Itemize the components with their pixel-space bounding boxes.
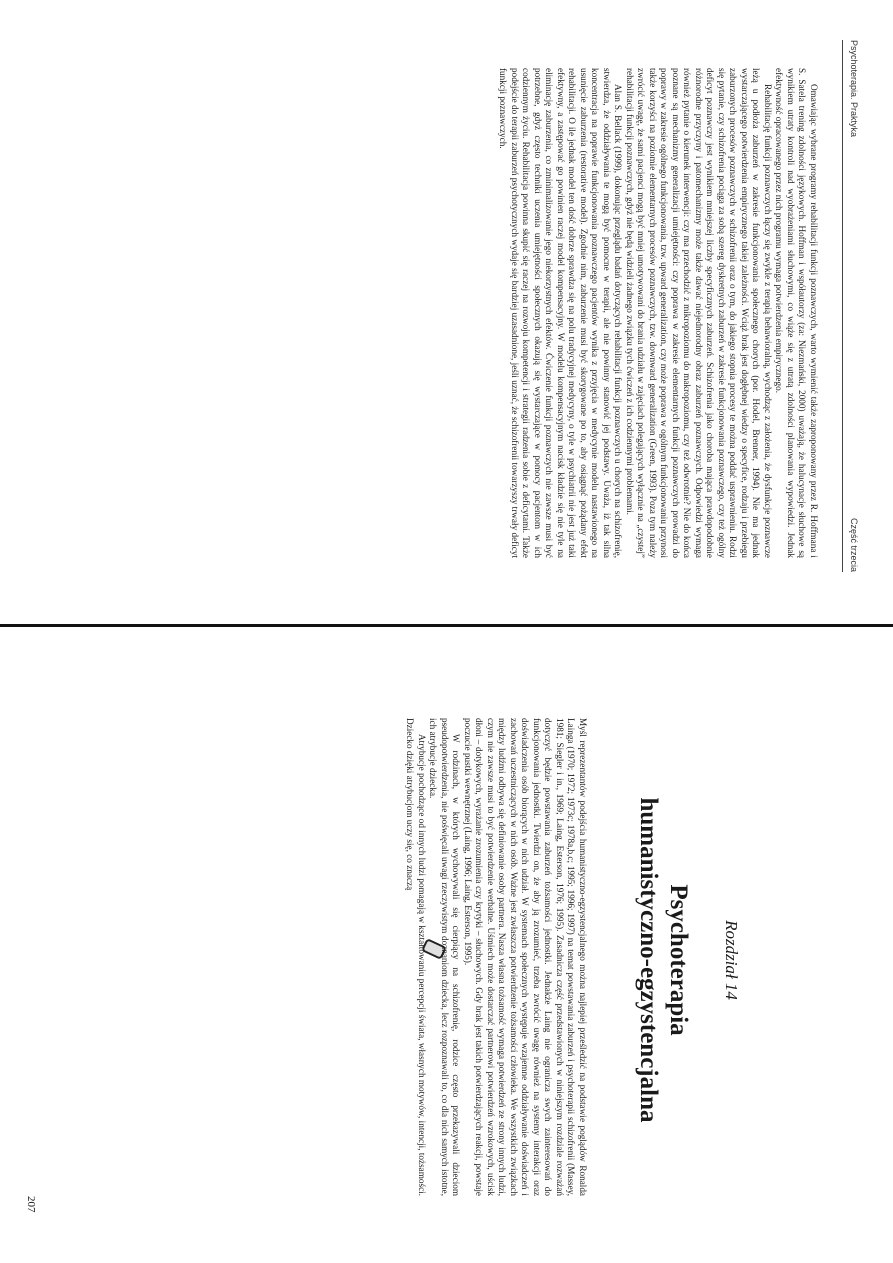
paragraph: W rodzinach, w których wychowywali się cierpiący na schizofrenię, rodzice często przekazywali dzieciom pseudopotwierdzenia, nie poświęcali uwagi rzeczywistym doznaniom dziecka, lecz rozpoznawali to, co dla nich samych istotne, ich atrybucje dziecka.	[428, 718, 462, 1196]
chapter-title-line: Psychoterapia	[665, 884, 692, 1036]
left-body-text	[497, 68, 819, 558]
chapter-title-line: humanistyczno-egzystencjalna	[635, 797, 662, 1123]
chapter-label: Rozdział 14	[722, 920, 741, 1000]
right-body-text	[404, 718, 588, 1196]
running-head-title: Psychoterapia. Praktyka	[849, 40, 859, 138]
running-head-section: Część trzecia	[849, 517, 859, 572]
running-head	[845, 40, 859, 572]
chapter-title	[633, 700, 693, 1220]
left-page	[0, 0, 893, 612]
right-page	[0, 640, 893, 1263]
paragraph: Alan S. Bellack (1999), dokonując przeglądu badań dotyczących rehabilitacji funkcji poznawczych u chorych na schizofrenię, stwierdza, że oddziaływania te mogą być pomocne w terapii, ale nie powinny stanowić jej podstawy. Uważa, iż tak silna koncentracja na poprawie funkcjonowania poznawczego pacjentów wynika z przyjęcia w medycynie modelu nastawionego na usunięcie zaburzenia (restorative model). Zgodnie nim, zaburzenie musi być skorygowane po to, aby osiągnąć pożądany efekt rehabilitacji. O ile jednak model ten dość dobrze sprawdza się na polu tradycyjnej medycyny, o tyle w psychiatrii nie jest już taki efektywny, a zastępować go powinien raczej model kompensacyjny. W modelu kompensacyjnym nacisk kładzie się nie tyle na eliminację zaburzenia, co zminimalizowanie jego niekorzystnych efektów. Ćwiczenie funkcji poznawczych nie zawsze musi być potrzebne, gdyż często techniki uczenia umiejętności społecznych okazują się wystarczające w pomocy pacjentom w ich codziennym życiu. Rehabilitacja powinna skupić się raczej na rozwoju kompetencji i strategii radzenia sobie z deficytami. Także podejście do terapii zaburzeń psychotycznych wydaje się bardziej uzasadnione, jeśli uznać, że schizofrenii towarzyszy trwały deficyt funkcji poznawczych.	[498, 68, 624, 558]
paragraph: Myśl reprezentantów podejścia humanistyczno-egzystencjalnego można najlepiej prześledzić na podstawie poglądów Ronalda Lainga (1970; 1972; 1973c; 1978a,b,c; 1995; 1996; 1997) na temat powstawania zaburzeń i psychoterapii schizofrenii (Massey, 1981; Siegler i in., 1969; Laing, Esterson, 1976; 1995). Zasadnicza część przedstawionych w niniejszym rozdziale rozważań dotyczyć będzie powstawania zaburzeń tożsamości jednostki. Jednakże Laing nie ogranicza swych zainteresowań do funkcjonowania jednostki. Twierdzi on, że aby ją zrozumieć, trzeba zwrócić uwagę również na systemy interakcji oraz doświadczenia osób biorących w nich udział. W systemach społecznych występuje wzajemne oddziaływanie doświadczeń i zachowań uczestniczących w nich osób. Ważne jest zwłaszcza potwierdzenie tożsamości człowieka. We wszystkich związkach między ludźmi odbywa się definiowanie osoby partnera. Nasza własna tożsamość wymaga potwierdzeń ze strony innych ludzi, czym nie zawsze musi to być potwierdzenie werbalne. Uśmiech może dostarczać partnerowi potwierdzeń wzrokowych, uścisk dłoni – dotykowych, wyrażanie zrozumienia czy krytyki – słuchowych. Gdy brak jest takich potwierdzających reakcji, powstaje poczucie pustki wewnętrznej (Laing, 1996; Laing, Esterson, 1995).	[463, 718, 588, 1196]
header-rule	[842, 40, 843, 572]
paragraph: Atrybucje pochodzące od innych ludzi pomagają w kształtowaniu percepcji świata, własnych motywów, intencji, tożsamości. Dziecko dzięki atrybucjom uczy się, co znaczą	[405, 718, 427, 1196]
paragraph: Omawiając wybrane programy rehabilitacji funkcji poznawczych, warto wymienić także zaproponowany przez R. Hoffmana i S. Satela trening zdolności językowych. Hoffman i współautorzy (za: Niezmański, 2000) uważają, że halucynacje słuchowe są wynikiem utraty kontroli nad wyobrażeniami słuchowymi, co wiąże się z utratą zdolności planowania wypowiedzi. Jednak efektywność opracowanego przez nich programu wymaga potwierdzenia empirycznego.	[774, 68, 819, 558]
paragraph: Rehabilitację funkcji poznawczych łączy się zwykle z terapią behawioralną, wychodząc z założenia, że dysfunkcje poznawcze leżą u podłoża zaburzeń w zakresie funkcjonowania społecznego chorych (por. Hodel, Brenner, 1994). Nie ma jednak wystarczającego potwierdzenia empirycznego takiej zależności. Wciąż brak jest dogłębnej wiedzy o specyfice, rodzaju i przebiegu zaburzonych procesów poznawczych w schizofrenii oraz o tym, do jakiego stopnia procesy te można poddać usprawnieniu. Rodzi się pytanie, czy schizofrenia pociąga za sobą szereg dyskretnych zaburzeń w zakresie funkcjonowania poznawczego, czy też ogólny deficyt poznawczy jest wynikiem mniejszej liczby specyficznych zaburzeń. Schizofrenia jako choroba mająca prawdopodobnie różnorodne przyczyny i patomechanizmy może także dawać niejednorodny obraz zaburzeń poznawczych. Odpowiedzi wymaga również pytanie o kierunek interwencji: czy ma przechodzić z mikropoziomu do makropoziomu, czy też odwrotnie? Nie do końca poznane są mechanizmy generalizacji umiejętności: czy poprawa w zakresie elementarnych funkcji poznawczych prowadzi do poprawy w zakresie ogólnego funkcjonowania, tzw. upward generalization, czy może poprawa w ogólnym funkcjonowaniu przynosi także korzyści na poziomie elementarnych procesów poznawczych, tzw. downward generalization (Green, 1993). Poza tym należy zwrócić uwagę, że sami pacjenci mogą być mniej umotywowani do brania udziału w zajęciach polegających wyłącznie na „czystej” rehabilitacji funkcji poznawczych, gdyż nie będą widzieli żadnego związku tych ćwiczeń z ich codziennymi problemami.	[625, 68, 773, 558]
page-fold-divider	[0, 624, 893, 627]
page-number: 207	[25, 1196, 37, 1213]
